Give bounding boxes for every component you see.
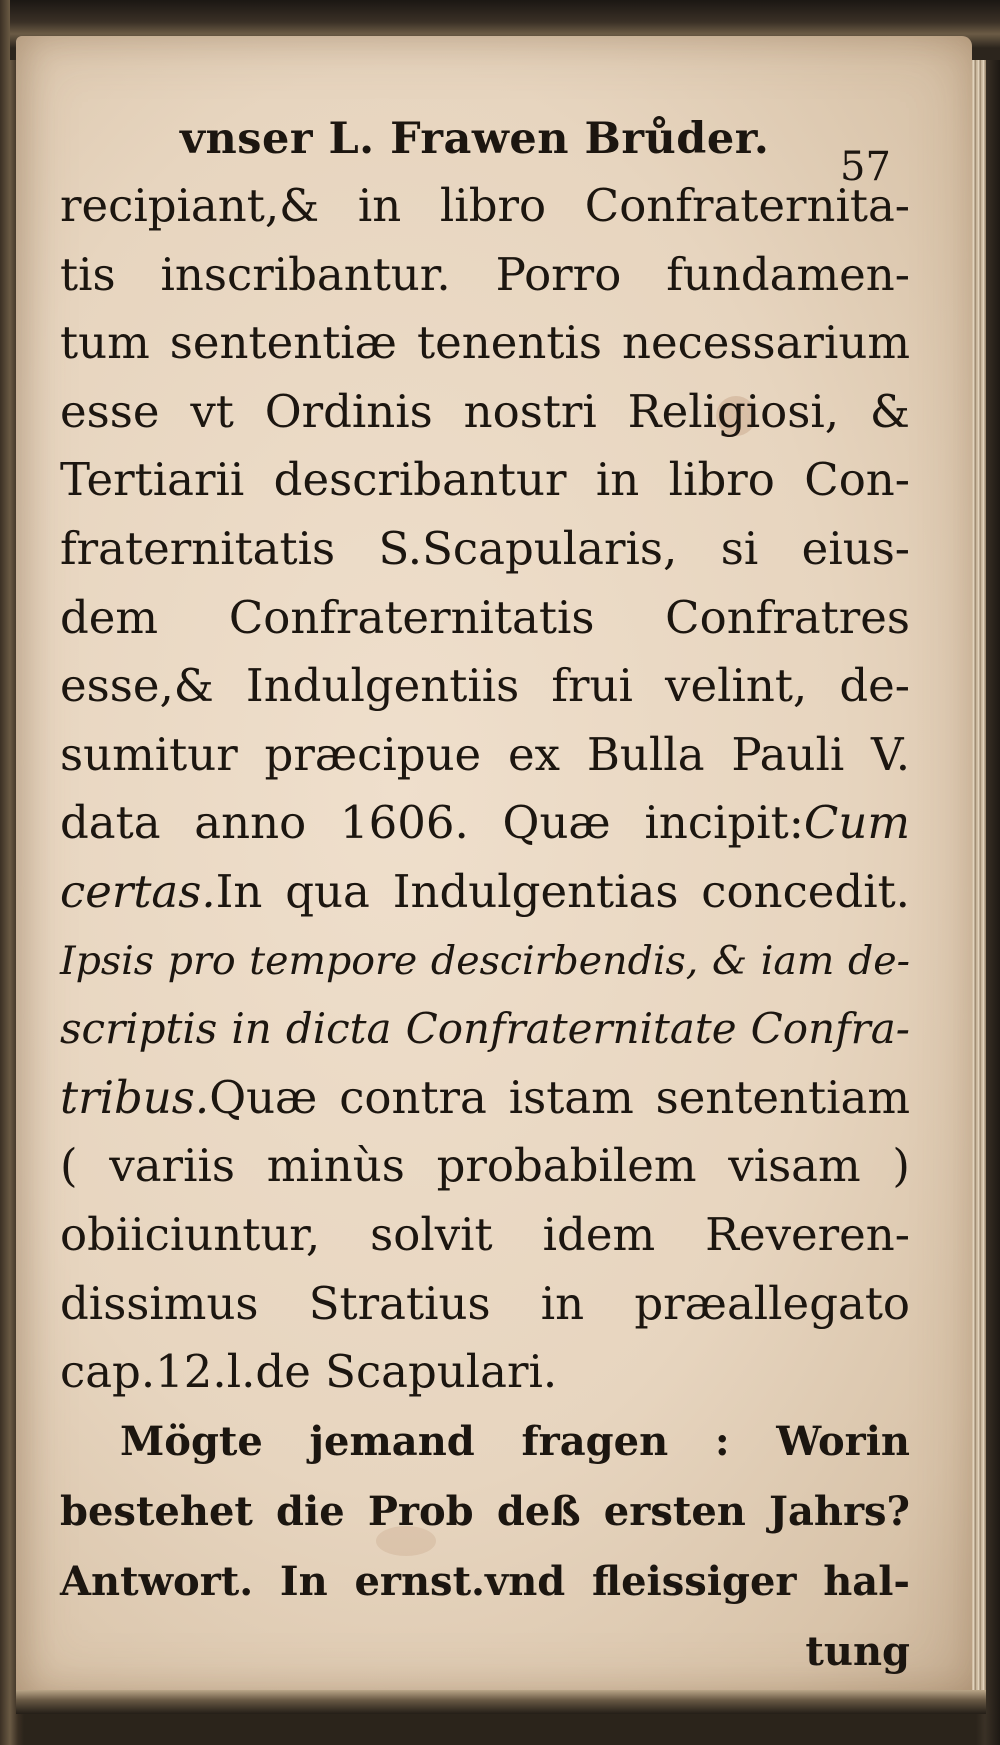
page-edges [972,60,986,1700]
text-line: fraternitatis S.Scapularis, si eius- [60,521,910,575]
text-line: ( variis minùs probabilem visam ) [60,1139,910,1193]
text-line: recipiant,& in libro Confraternita- [60,179,910,232]
italic-run: Cum [803,796,910,850]
italic-run: certas. [60,864,216,918]
text-block [60,96,910,1687]
text-line: obiiciuntur, solvit idem Reveren- [60,1207,910,1261]
text-line: tis inscribantur. Porro fundamen- [60,247,910,301]
text-line: Tertiarii describantur in libro Con- [60,453,910,507]
text-line: dem Confraternitatis Confratres [60,590,910,644]
text-line [60,789,910,858]
text-line: cap.12.l.de Scapulari. [60,1345,558,1399]
text-line [60,858,910,927]
text-line: sumitur præcipue ex Bulla Pauli V. [60,727,910,781]
text-line-italic: scriptis in dicta Confraternitate Confra- [60,1004,910,1054]
page-header [60,96,910,190]
gothic-line: Antwort. In ernst.vnd fleissiger hal- [60,1557,910,1605]
text-run: data anno 1606. Quæ incipit: [60,796,804,850]
text-line: esse,& Indulgentiis frui velint, de- [60,659,910,713]
text-run: In qua Indulgentias concedit. [215,864,910,918]
text-line: dissimus Stratius in præallegato [60,1276,910,1330]
text-line: tum sententiæ tenentis necessarium [60,316,910,370]
running-head: vnser L. Frawen Brůder. [180,114,770,164]
text-run: Quæ contra istam sententiam [209,1070,910,1124]
page-number: 57 [840,144,891,190]
catchword: tung [805,1627,910,1675]
text-line [60,1064,910,1133]
gothic-line: Mögte jemand fragen : Worin [120,1417,910,1465]
text-line: esse vt Ordinis nostri Religiosi, & [60,384,910,438]
gothic-line: bestehet die Prob deß ersten Jahrs? [60,1487,910,1535]
page-bottom-edge [16,1690,986,1714]
text-line-italic: Ipsis pro tempore descirbendis, & iam de- [60,937,910,984]
italic-run: tribus. [60,1070,210,1124]
